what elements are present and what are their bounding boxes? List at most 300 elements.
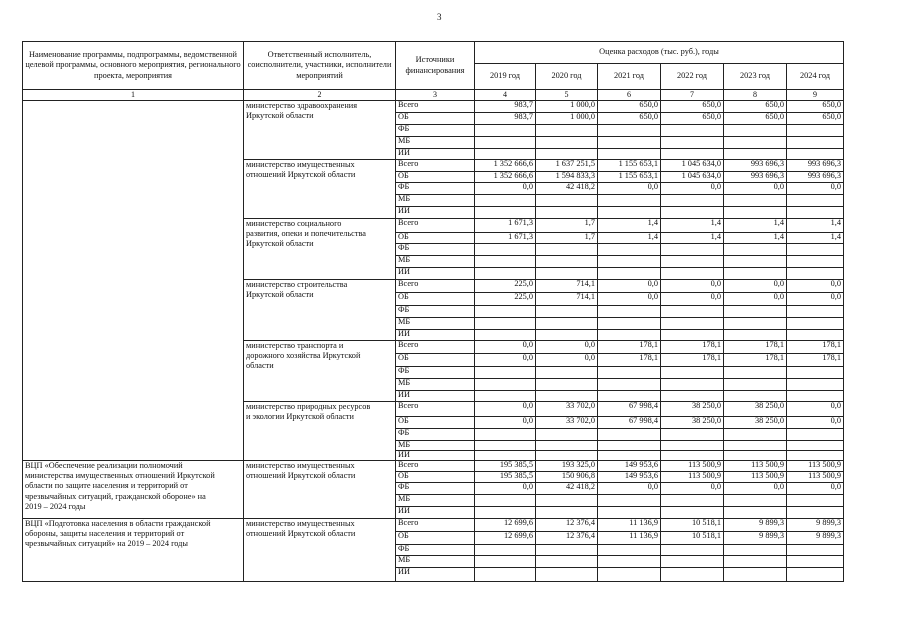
amount-cell [661, 429, 724, 441]
amount-cell [475, 330, 536, 341]
amount-cell: 33 702,0 [536, 402, 598, 417]
amount-cell: 0,0 [598, 280, 661, 293]
amount-cell [536, 306, 598, 318]
amount-cell: 178,1 [661, 341, 724, 354]
amount-cell [661, 441, 724, 451]
executor-cell: министерство строительства Иркутской области [244, 280, 396, 341]
amount-cell [598, 195, 661, 207]
amount-cell [661, 149, 724, 160]
column-number: 1 [23, 90, 244, 101]
amount-cell [475, 429, 536, 441]
amount-cell [787, 379, 844, 391]
column-number: 4 [475, 90, 536, 101]
table-row [23, 461, 844, 472]
amount-cell: 113 500,9 [724, 461, 787, 472]
amount-cell: 113 500,9 [661, 461, 724, 472]
amount-cell [661, 367, 724, 379]
amount-cell: 1 000,0 [536, 101, 598, 113]
amount-cell [724, 318, 787, 330]
amount-cell [536, 545, 598, 556]
amount-cell [724, 330, 787, 341]
amount-cell: 650,0 [661, 113, 724, 125]
amount-cell: 1,4 [724, 233, 787, 244]
amount-cell [536, 451, 598, 461]
amount-cell: 0,0 [475, 183, 536, 195]
amount-cell [724, 545, 787, 556]
amount-cell [475, 495, 536, 507]
funding-source-cell: Всего [396, 101, 475, 113]
amount-cell [787, 556, 844, 568]
amount-cell: 1 352 666,6 [475, 160, 536, 172]
header-year: 2023 год [724, 64, 787, 90]
amount-cell [536, 207, 598, 219]
amount-cell [787, 195, 844, 207]
amount-cell: 1,4 [661, 219, 724, 233]
amount-cell [598, 391, 661, 402]
funding-source-cell: ОБ [396, 532, 475, 545]
amount-cell [536, 268, 598, 280]
amount-cell [475, 441, 536, 451]
amount-cell [724, 125, 787, 137]
amount-cell [475, 256, 536, 268]
amount-cell [661, 268, 724, 280]
amount-cell: 12 376,4 [536, 519, 598, 532]
amount-cell: 0,0 [661, 183, 724, 195]
amount-cell: 0,0 [787, 402, 844, 417]
amount-cell [724, 556, 787, 568]
amount-cell: 9 899,3 [787, 532, 844, 545]
funding-source-cell: ФБ [396, 306, 475, 318]
amount-cell [661, 256, 724, 268]
expenditure-table [22, 41, 844, 582]
amount-cell [536, 441, 598, 451]
amount-cell [536, 507, 598, 519]
amount-cell [724, 195, 787, 207]
amount-cell: 1 045 634,0 [661, 160, 724, 172]
amount-cell: 0,0 [598, 293, 661, 306]
amount-cell [787, 429, 844, 441]
header-year: 2022 год [661, 64, 724, 90]
column-number: 9 [787, 90, 844, 101]
amount-cell [536, 244, 598, 256]
funding-source-cell: ОБ [396, 172, 475, 183]
amount-cell [661, 556, 724, 568]
header-year: 2020 год [536, 64, 598, 90]
funding-source-cell: ИИ [396, 207, 475, 219]
funding-source-cell: ИИ [396, 149, 475, 160]
amount-cell: 38 250,0 [724, 417, 787, 429]
amount-cell [787, 244, 844, 256]
amount-cell [598, 495, 661, 507]
table-row [23, 101, 844, 113]
amount-cell: 225,0 [475, 293, 536, 306]
funding-source-cell: МБ [396, 556, 475, 568]
amount-cell: 1,4 [661, 233, 724, 244]
executor-cell: министерство имущественных отношений Иркутской области [244, 461, 396, 519]
amount-cell [598, 330, 661, 341]
amount-cell [787, 306, 844, 318]
funding-source-cell: ОБ [396, 417, 475, 429]
amount-cell [536, 318, 598, 330]
amount-cell [724, 379, 787, 391]
executor-cell: министерство природных ресурсов и экологии Иркутской области [244, 402, 396, 461]
amount-cell [724, 306, 787, 318]
amount-cell [598, 125, 661, 137]
funding-source-cell: МБ [396, 195, 475, 207]
amount-cell [661, 244, 724, 256]
amount-cell [598, 379, 661, 391]
amount-cell [598, 244, 661, 256]
amount-cell [536, 125, 598, 137]
amount-cell: 178,1 [661, 354, 724, 367]
amount-cell: 149 953,6 [598, 461, 661, 472]
amount-cell [598, 545, 661, 556]
amount-cell: 113 500,9 [724, 472, 787, 483]
funding-source-cell: МБ [396, 495, 475, 507]
amount-cell: 12 699,6 [475, 532, 536, 545]
amount-cell [475, 391, 536, 402]
amount-cell: 10 518,1 [661, 519, 724, 532]
amount-cell [475, 451, 536, 461]
amount-cell [787, 451, 844, 461]
executor-cell: министерство социального развития, опеки и попечительства Иркутской области [244, 219, 396, 280]
amount-cell: 195 385,5 [475, 472, 536, 483]
amount-cell: 993 696,3 [724, 172, 787, 183]
amount-cell [536, 195, 598, 207]
funding-source-cell: ОБ [396, 472, 475, 483]
column-number: 7 [661, 90, 724, 101]
amount-cell [475, 367, 536, 379]
amount-cell: 38 250,0 [661, 417, 724, 429]
amount-cell [475, 507, 536, 519]
header-year: 2021 год [598, 64, 661, 90]
amount-cell [724, 429, 787, 441]
amount-cell [661, 125, 724, 137]
amount-cell: 195 385,5 [475, 461, 536, 472]
amount-cell [724, 391, 787, 402]
amount-cell: 1 594 833,3 [536, 172, 598, 183]
funding-source-cell: МБ [396, 441, 475, 451]
amount-cell [724, 149, 787, 160]
amount-cell: 149 953,6 [598, 472, 661, 483]
amount-cell [536, 379, 598, 391]
amount-cell: 993 696,3 [787, 160, 844, 172]
amount-cell [661, 207, 724, 219]
amount-cell: 113 500,9 [787, 472, 844, 483]
amount-cell [724, 568, 787, 582]
amount-cell: 0,0 [787, 483, 844, 495]
amount-cell [598, 149, 661, 160]
amount-cell: 1 000,0 [536, 113, 598, 125]
amount-cell [475, 556, 536, 568]
amount-cell [475, 545, 536, 556]
header-program-name: Наименование программы, подпрограммы, ведомственной целевой программы, основного мероприятия, регионального проекта, мероприятия [23, 42, 244, 90]
amount-cell [598, 137, 661, 149]
amount-cell: 178,1 [598, 354, 661, 367]
amount-cell [661, 318, 724, 330]
amount-cell [661, 379, 724, 391]
funding-source-cell: Всего [396, 280, 475, 293]
funding-source-cell: Всего [396, 402, 475, 417]
amount-cell [598, 318, 661, 330]
amount-cell [787, 149, 844, 160]
amount-cell: 9 899,3 [787, 519, 844, 532]
program-name-cell: ВЦП «Обеспечение реализации полномочий министерства имущественных отношений Иркутской области по защите населения и территорий от чрезвычайных ситуаций, гражданской обороне» на 2019 – 2024 годы [23, 461, 244, 519]
amount-cell: 178,1 [724, 354, 787, 367]
amount-cell: 1,4 [598, 219, 661, 233]
funding-source-cell: ФБ [396, 244, 475, 256]
amount-cell [536, 330, 598, 341]
amount-cell [787, 137, 844, 149]
amount-cell: 0,0 [536, 354, 598, 367]
amount-cell [787, 268, 844, 280]
amount-cell [724, 495, 787, 507]
amount-cell: 650,0 [724, 113, 787, 125]
amount-cell: 11 136,9 [598, 519, 661, 532]
amount-cell: 1,4 [598, 233, 661, 244]
amount-cell: 0,0 [724, 183, 787, 195]
amount-cell [661, 137, 724, 149]
amount-cell: 178,1 [787, 354, 844, 367]
amount-cell [598, 306, 661, 318]
amount-cell [598, 556, 661, 568]
amount-cell [475, 306, 536, 318]
amount-cell: 193 325,0 [536, 461, 598, 472]
executor-cell: министерство здравоохранения Иркутской области [244, 101, 396, 160]
amount-cell: 0,0 [787, 183, 844, 195]
amount-cell: 113 500,9 [661, 472, 724, 483]
amount-cell [661, 545, 724, 556]
amount-cell: 0,0 [475, 402, 536, 417]
amount-cell: 650,0 [787, 101, 844, 113]
amount-cell [598, 429, 661, 441]
amount-cell [536, 367, 598, 379]
amount-cell [536, 391, 598, 402]
amount-cell: 12 699,6 [475, 519, 536, 532]
amount-cell: 0,0 [475, 417, 536, 429]
funding-source-cell: ФБ [396, 367, 475, 379]
amount-cell: 993 696,3 [787, 172, 844, 183]
amount-cell [598, 268, 661, 280]
amount-cell [475, 207, 536, 219]
amount-cell: 650,0 [787, 113, 844, 125]
column-number: 5 [536, 90, 598, 101]
amount-cell [475, 379, 536, 391]
amount-cell [661, 391, 724, 402]
header-year: 2019 год [475, 64, 536, 90]
funding-source-cell: ИИ [396, 330, 475, 341]
executor-cell: министерство имущественных отношений Иркутской области [244, 519, 396, 582]
amount-cell: 1,4 [724, 219, 787, 233]
executor-cell: министерство транспорта и дорожного хозяйства Иркутской области [244, 341, 396, 402]
amount-cell [661, 451, 724, 461]
amount-cell [475, 125, 536, 137]
funding-source-cell: ИИ [396, 391, 475, 402]
amount-cell: 0,0 [598, 483, 661, 495]
amount-cell: 1 155 653,1 [598, 172, 661, 183]
amount-cell [724, 268, 787, 280]
amount-cell: 1 155 653,1 [598, 160, 661, 172]
amount-cell: 9 899,3 [724, 532, 787, 545]
amount-cell [661, 306, 724, 318]
amount-cell: 1 671,3 [475, 233, 536, 244]
amount-cell [787, 545, 844, 556]
funding-source-cell: ОБ [396, 113, 475, 125]
amount-cell: 1,4 [787, 219, 844, 233]
amount-cell: 0,0 [787, 293, 844, 306]
amount-cell: 150 906,8 [536, 472, 598, 483]
funding-source-cell: ОБ [396, 233, 475, 244]
header-year: 2024 год [787, 64, 844, 90]
funding-source-cell: ИИ [396, 451, 475, 461]
amount-cell: 0,0 [724, 483, 787, 495]
funding-source-cell: МБ [396, 137, 475, 149]
amount-cell [475, 149, 536, 160]
executor-cell: министерство имущественных отношений Иркутской области [244, 160, 396, 219]
amount-cell [787, 391, 844, 402]
amount-cell [475, 195, 536, 207]
amount-cell: 0,0 [661, 483, 724, 495]
amount-cell: 0,0 [661, 280, 724, 293]
amount-cell: 67 998,4 [598, 417, 661, 429]
amount-cell: 993 696,3 [724, 160, 787, 172]
funding-source-cell: ИИ [396, 507, 475, 519]
funding-source-cell: МБ [396, 318, 475, 330]
amount-cell [536, 429, 598, 441]
amount-cell: 42 418,2 [536, 483, 598, 495]
amount-cell: 1,7 [536, 233, 598, 244]
amount-cell [475, 318, 536, 330]
amount-cell [787, 441, 844, 451]
amount-cell: 650,0 [598, 113, 661, 125]
amount-cell [536, 568, 598, 582]
program-name-cell [23, 101, 244, 461]
amount-cell [661, 495, 724, 507]
amount-cell [598, 451, 661, 461]
amount-cell: 11 136,9 [598, 532, 661, 545]
amount-cell [598, 207, 661, 219]
header-executor: Ответственный исполнитель, соисполнители, участники, исполнители мероприятий [244, 42, 396, 90]
amount-cell [661, 195, 724, 207]
amount-cell: 225,0 [475, 280, 536, 293]
amount-cell: 9 899,3 [724, 519, 787, 532]
funding-source-cell: ФБ [396, 125, 475, 137]
amount-cell [598, 367, 661, 379]
amount-cell: 12 376,4 [536, 532, 598, 545]
amount-cell: 0,0 [536, 341, 598, 354]
amount-cell [536, 256, 598, 268]
amount-cell: 38 250,0 [724, 402, 787, 417]
amount-cell [598, 441, 661, 451]
amount-cell: 714,1 [536, 293, 598, 306]
funding-source-cell: ФБ [396, 545, 475, 556]
amount-cell: 0,0 [661, 293, 724, 306]
header-funding-sources: Источники финансирования [396, 42, 475, 90]
funding-source-cell: Всего [396, 341, 475, 354]
amount-cell: 0,0 [475, 341, 536, 354]
amount-cell: 983,7 [475, 113, 536, 125]
amount-cell: 113 500,9 [787, 461, 844, 472]
funding-source-cell: МБ [396, 256, 475, 268]
column-number: 3 [396, 90, 475, 101]
amount-cell [661, 568, 724, 582]
amount-cell [536, 495, 598, 507]
amount-cell: 650,0 [598, 101, 661, 113]
funding-source-cell: Всего [396, 219, 475, 233]
funding-source-cell: ОБ [396, 354, 475, 367]
amount-cell: 1 352 666,6 [475, 172, 536, 183]
amount-cell [475, 568, 536, 582]
amount-cell [724, 256, 787, 268]
amount-cell: 178,1 [724, 341, 787, 354]
amount-cell [787, 318, 844, 330]
amount-cell: 1 045 634,0 [661, 172, 724, 183]
amount-cell: 0,0 [724, 280, 787, 293]
amount-cell [661, 507, 724, 519]
amount-cell: 178,1 [787, 341, 844, 354]
amount-cell: 1,7 [536, 219, 598, 233]
amount-cell [787, 568, 844, 582]
table-row [23, 519, 844, 532]
page-number: 3 [437, 12, 442, 22]
funding-source-cell: МБ [396, 379, 475, 391]
column-number: 8 [724, 90, 787, 101]
amount-cell [598, 256, 661, 268]
amount-cell [598, 507, 661, 519]
amount-cell [536, 556, 598, 568]
amount-cell: 0,0 [475, 483, 536, 495]
amount-cell: 42 418,2 [536, 183, 598, 195]
amount-cell [724, 451, 787, 461]
column-number: 2 [244, 90, 396, 101]
amount-cell [787, 330, 844, 341]
amount-cell: 650,0 [724, 101, 787, 113]
amount-cell [724, 207, 787, 219]
funding-source-cell: ФБ [396, 429, 475, 441]
amount-cell: 0,0 [787, 280, 844, 293]
amount-cell [787, 507, 844, 519]
amount-cell [787, 367, 844, 379]
amount-cell: 0,0 [724, 293, 787, 306]
amount-cell: 1 671,3 [475, 219, 536, 233]
amount-cell [724, 441, 787, 451]
amount-cell [787, 207, 844, 219]
amount-cell: 178,1 [598, 341, 661, 354]
amount-cell [475, 137, 536, 149]
amount-cell [475, 268, 536, 280]
funding-source-cell: ФБ [396, 483, 475, 495]
funding-source-cell: ИИ [396, 268, 475, 280]
amount-cell [536, 149, 598, 160]
amount-cell [787, 495, 844, 507]
amount-cell: 714,1 [536, 280, 598, 293]
funding-source-cell: Всего [396, 519, 475, 532]
column-number: 6 [598, 90, 661, 101]
amount-cell: 0,0 [598, 183, 661, 195]
amount-cell: 10 518,1 [661, 532, 724, 545]
amount-cell [787, 256, 844, 268]
amount-cell: 38 250,0 [661, 402, 724, 417]
amount-cell [724, 137, 787, 149]
amount-cell [536, 137, 598, 149]
amount-cell [724, 507, 787, 519]
amount-cell [661, 330, 724, 341]
funding-source-cell: ОБ [396, 293, 475, 306]
header-expenditure-estimate: Оценка расходов (тыс. руб.), годы [475, 42, 844, 64]
amount-cell: 1,4 [787, 233, 844, 244]
program-name-cell: ВЦП «Подготовка населения в области гражданской обороны, защиты населения и территорий от чрезвычайных ситуаций» на 2019 – 2024 годы [23, 519, 244, 582]
amount-cell: 983,7 [475, 101, 536, 113]
